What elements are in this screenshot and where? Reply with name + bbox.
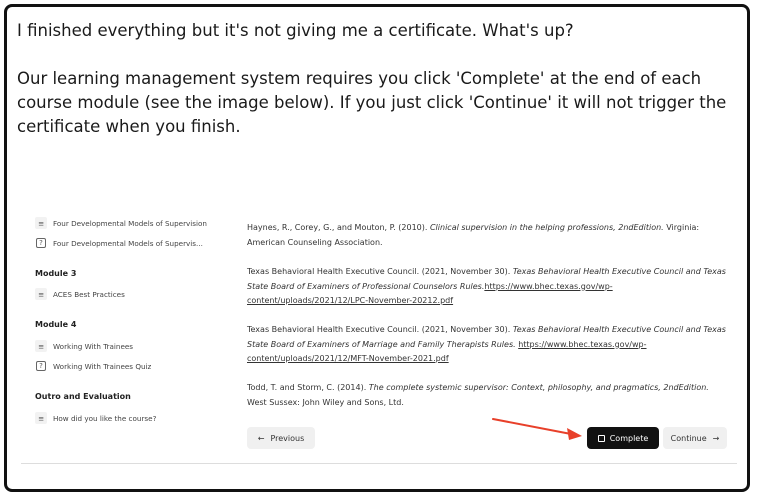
- sidebar-item-label: How did you like the course?: [53, 413, 157, 423]
- reference-title: Clinical supervision in the helping professions, 2ndEdition.: [429, 223, 664, 232]
- reference-item: [247, 323, 727, 367]
- continue-label: Continue: [670, 433, 707, 443]
- faq-card: [4, 4, 750, 492]
- previous-label: Previous: [270, 433, 305, 443]
- lms-screenshot: [7, 203, 747, 469]
- reference-title: Texas Behavioral Health Executive Council and Texas State Board of Examiners of Marriage and Family Therapists Rules.: [247, 325, 726, 349]
- quiz-icon: ?: [36, 361, 46, 371]
- reference-authors: Haynes, R., Corey, G., and Mouton, P. (2010).: [247, 223, 430, 232]
- reference-link[interactable]: https://www.bhec.texas.gov/wp-content/uploads/2021/12/LPC-November-20212.pdf: [247, 281, 613, 305]
- reference-item: [247, 265, 727, 309]
- sidebar-item-developmental-models-quiz[interactable]: [35, 235, 203, 251]
- divider: [21, 463, 737, 464]
- reference-item: [247, 221, 727, 250]
- checkbox-icon: [598, 435, 605, 442]
- faq-question: I finished everything but it's not giving me a certificate. What's up?: [17, 21, 574, 40]
- sidebar-item-aces[interactable]: [35, 286, 125, 302]
- complete-label: Complete: [609, 433, 649, 443]
- arrow-right-icon: →: [712, 433, 720, 443]
- previous-button[interactable]: [247, 427, 315, 449]
- lines-icon: ≡: [35, 340, 47, 352]
- sidebar-item-working-with-trainees[interactable]: [35, 338, 133, 354]
- reference-title: Texas Behavioral Health Executive Council and Texas State Board of Examiners of Professional Counselors Rules.: [247, 267, 726, 291]
- sidebar-item-label: Working With Trainees Quiz: [53, 361, 152, 371]
- faq-text: [17, 19, 737, 139]
- reference-item: [247, 381, 727, 410]
- sidebar-item-label: Working With Trainees: [53, 341, 134, 351]
- faq-answer: Our learning management system requires you click 'Complete' at the end of each course module (see the image below). If you just click 'Continue' it will not trigger the certificate when you finish.: [17, 69, 727, 136]
- reference-authors: Texas Behavioral Health Executive Council. (2021, November 30).: [247, 267, 513, 276]
- lines-icon: ≡: [35, 288, 47, 300]
- quiz-icon: ?: [36, 238, 46, 248]
- reference-authors: Todd, T. and Storm, C. (2014).: [247, 383, 369, 392]
- module-3-heading: Module 3: [35, 269, 77, 278]
- reference-link[interactable]: https://www.bhec.texas.gov/wp-content/uploads/2021/12/MFT-November-2021.pdf: [247, 339, 647, 363]
- sidebar-item-developmental-models[interactable]: [35, 215, 207, 231]
- reference-title: The complete systemic supervisor: Context, philosophy, and pragmatics, 2ndEdition.: [368, 383, 709, 392]
- sidebar-item-evaluation[interactable]: [35, 410, 156, 426]
- reference-publisher: West Sussex: John Wiley and Sons, Ltd.: [247, 397, 404, 407]
- outro-heading: Outro and Evaluation: [35, 392, 131, 401]
- reference-publisher: Virginia: American Counseling Association.: [247, 223, 700, 247]
- reference-authors: Texas Behavioral Health Executive Council. (2021, November 30).: [247, 325, 513, 334]
- sidebar-item-working-with-trainees-quiz[interactable]: [35, 358, 151, 374]
- sidebar-item-label: Four Developmental Models of Supervision: [53, 218, 207, 228]
- sidebar-item-label: ACES Best Practices: [53, 289, 125, 299]
- red-arrow-annotation: [487, 413, 587, 443]
- lines-icon: ≡: [35, 217, 47, 229]
- module-4-heading: Module 4: [35, 320, 77, 329]
- lines-icon: ≡: [35, 412, 47, 424]
- continue-button[interactable]: [663, 427, 727, 449]
- arrow-left-icon: ←: [257, 433, 265, 443]
- sidebar-item-label: Four Developmental Models of Supervis...: [53, 238, 203, 248]
- complete-button[interactable]: [587, 427, 659, 449]
